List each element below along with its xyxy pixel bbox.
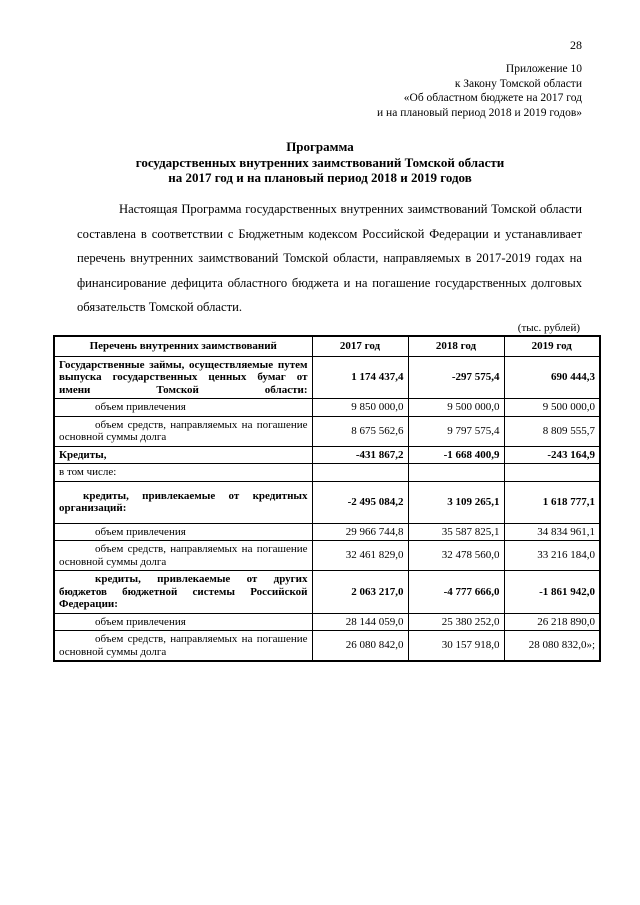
cell-2019: -243 164,9	[504, 446, 600, 464]
row-name: Кредиты,	[54, 446, 312, 464]
appendix-header	[377, 62, 582, 120]
cell-2017: 2 063 217,0	[312, 571, 408, 614]
cell-2018: 3 109 265,1	[408, 481, 504, 523]
borrowings-table	[53, 335, 601, 662]
units-label: (тыс. рублей)	[517, 322, 580, 334]
cell-2019: 8 809 555,7	[504, 416, 600, 446]
row-name: объем средств, направляемых на погашение основной суммы долга	[54, 631, 312, 662]
cell-2019: 690 444,3	[504, 356, 600, 399]
page-number: 28	[570, 38, 582, 52]
table-row	[54, 356, 600, 399]
cell-2019: 9 500 000,0	[504, 399, 600, 417]
appendix-line: «Об областном бюджете на 2017 год	[403, 92, 582, 104]
cell-2017	[312, 464, 408, 482]
row-name: Государственные займы, осуществляемые путем выпуска государственных ценных бумаг от имени Томской области:	[54, 356, 312, 399]
row-name: объем средств, направляемых на погашение основной суммы долга	[54, 416, 312, 446]
cell-2017: -431 867,2	[312, 446, 408, 464]
column-header-2019: 2019 год	[504, 336, 600, 356]
intro-paragraph: Настоящая Программа государственных внутренних заимствований Томской области составлена в соответствии с Бюджетным кодексом Российской Федерации и устанавливает перечень внутренних заимствований Томской области, направляемых в 2017-2019 годах на финансирование дефицита областного бюджета и на погашение государственных долговых обязательств Томской области.	[77, 202, 582, 314]
title-line: государственных внутренних заимствований Томской области	[135, 154, 505, 170]
cell-2019: 28 080 832,0»;	[504, 631, 600, 662]
cell-2018: 35 587 825,1	[408, 523, 504, 541]
cell-2018	[408, 464, 504, 482]
cell-2018: -297 575,4	[408, 356, 504, 399]
cell-2017: 26 080 842,0	[312, 631, 408, 662]
row-name: в том числе:	[54, 464, 312, 482]
cell-2019: 1 618 777,1	[504, 481, 600, 523]
row-name: объем привлечения	[54, 523, 312, 541]
cell-2018: -1 668 400,9	[408, 446, 504, 464]
row-name: кредиты, привлекаемые от других бюджетов бюджетной системы Российской Федерации:	[54, 571, 312, 614]
row-name: объем средств, направляемых на погашение основной суммы долга	[54, 541, 312, 571]
cell-2018: 9 797 575,4	[408, 416, 504, 446]
cell-2019: 33 216 184,0	[504, 541, 600, 571]
cell-2018: 30 157 918,0	[408, 631, 504, 662]
cell-2018: 9 500 000,0	[408, 399, 504, 417]
cell-2017: 8 675 562,6	[312, 416, 408, 446]
column-header-2017: 2017 год	[312, 336, 408, 356]
cell-2018: 25 380 252,0	[408, 613, 504, 631]
table-row	[54, 446, 600, 464]
table-row	[54, 631, 600, 662]
title-line: Программа	[286, 139, 354, 154]
cell-2017: 9 850 000,0	[312, 399, 408, 417]
appendix-line: к Закону Томской области	[454, 77, 582, 90]
cell-2019: -1 861 942,0	[504, 571, 600, 614]
appendix-line: Приложение 10	[505, 63, 582, 75]
cell-2019	[504, 464, 600, 482]
table-row	[54, 481, 600, 523]
document-title	[0, 139, 640, 186]
column-header-2018: 2018 год	[408, 336, 504, 356]
table-row	[54, 464, 600, 482]
table-header-row	[54, 336, 600, 356]
cell-2017: 1 174 437,4	[312, 356, 408, 399]
cell-2018: 32 478 560,0	[408, 541, 504, 571]
table-row	[54, 399, 600, 417]
table-row	[54, 571, 600, 614]
appendix-line: и на плановый период 2018 и 2019 годов»	[377, 106, 582, 119]
table-row	[54, 416, 600, 446]
cell-2017: -2 495 084,2	[312, 481, 408, 523]
cell-2017: 32 461 829,0	[312, 541, 408, 571]
cell-2019: 34 834 961,1	[504, 523, 600, 541]
row-name: объем привлечения	[54, 613, 312, 631]
table-row	[54, 613, 600, 631]
cell-2017: 28 144 059,0	[312, 613, 408, 631]
title-line: на 2017 год и на плановый период 2018 и 2019 годов	[168, 170, 472, 185]
cell-2019: 26 218 890,0	[504, 613, 600, 631]
cell-2018: -4 777 666,0	[408, 571, 504, 614]
table-row	[54, 541, 600, 571]
table-row	[54, 523, 600, 541]
row-name: объем привлечения	[54, 399, 312, 417]
cell-2017: 29 966 744,8	[312, 523, 408, 541]
column-header-name: Перечень внутренних заимствований	[54, 336, 312, 356]
row-name: кредиты, привлекаемые от кредитных организаций:	[54, 481, 312, 523]
